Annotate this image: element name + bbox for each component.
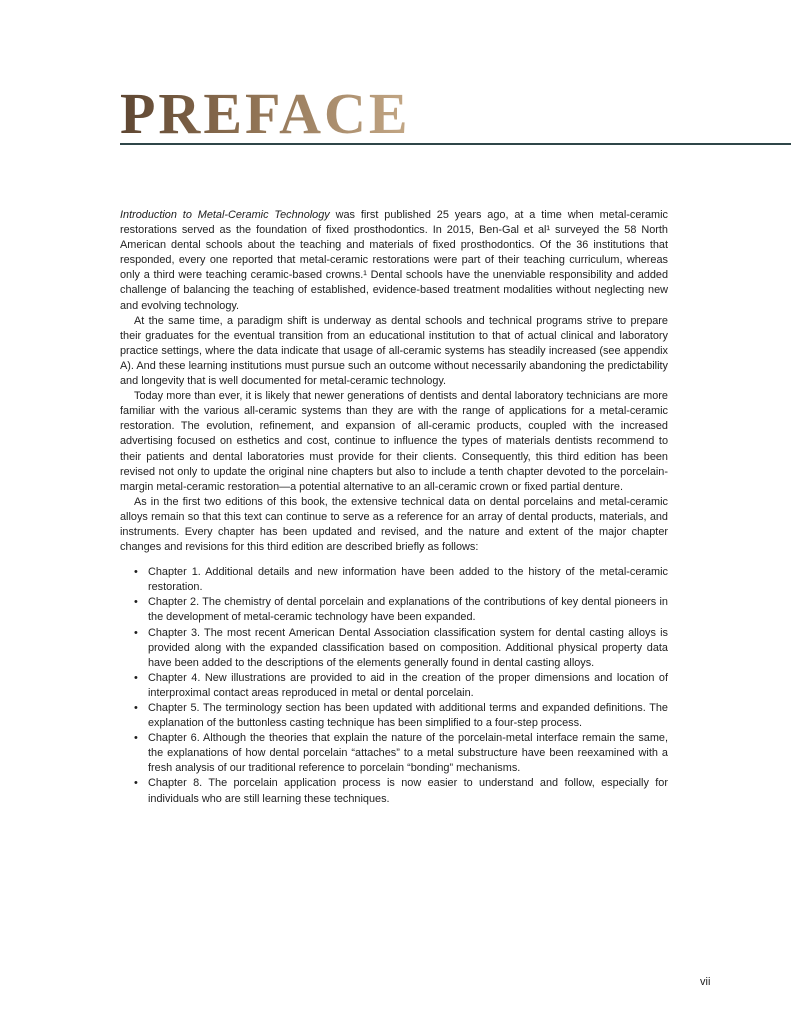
list-item bbox=[134, 701, 668, 731]
chapter-changes-list bbox=[120, 565, 668, 807]
heading-rule bbox=[120, 143, 791, 145]
list-item-text: Chapter 2. The chemistry of dental porcelain and explanations of the contributions of key dental pioneers in the development of metal-ceramic technology have been expanded. bbox=[148, 596, 668, 624]
bullet-icon: • bbox=[134, 596, 138, 609]
list-item bbox=[134, 776, 668, 806]
paragraph-3: Today more than ever, it is likely that newer generations of dentists and dental laboratory technicians are more familiar with the various all-ceramic systems than they are with the range of applications for a metal-ceramic restoration. The evolution, refinement, and expansion of all-ceramic products, coupled with the increased advertising focused on esthetics and cost, continue to influence the types of materials dentists recommend to their patients and dental laboratories must provide for their clients. Consequently, this third edition has been revised not only to update the original nine chapters but also to include a tenth chapter devoted to the porcelain-margin metal-ceramic restoration—a potential alternative to an all-ceramic crown or fixed partial denture. bbox=[120, 390, 668, 493]
bullet-icon: • bbox=[134, 566, 138, 579]
bullet-icon: • bbox=[134, 702, 138, 714]
page-number: vii bbox=[700, 976, 711, 988]
paragraph-2: At the same time, a paradigm shift is underway as dental schools and technical programs strive to prepare their graduates for the eventual transition from an educational institution to that of actual clinical and laboratory practice settings, where the data indicate that usage of all-ceramic systems has steadily increased (see appendix A). And these learning institutions must pursue such an outcome without necessarily abandoning the predictability and longevity that is well documented for metal-ceramic technology. bbox=[120, 314, 668, 388]
paragraph-1 bbox=[120, 208, 668, 314]
list-item bbox=[134, 595, 668, 625]
book-title: Introduction to Metal-Ceramic Technology bbox=[120, 209, 330, 221]
page-heading: PREFACE bbox=[120, 81, 411, 146]
bullet-icon: • bbox=[134, 732, 138, 745]
list-item-text: Chapter 3. The most recent American Dental Association classification system for dental casting alloys is provided along with the expanded classification based on composition. Additional physical property data have been added to the descriptions of the elements generally found in dental casting alloys. bbox=[148, 626, 668, 669]
preface-body bbox=[120, 208, 668, 807]
list-item bbox=[134, 626, 668, 671]
list-item-text: Chapter 4. New illustrations are provided to aid in the creation of the proper dimensions and location of interproximal contact areas reproduced in metal or dental porcelain. bbox=[148, 671, 668, 699]
paragraph-4: As in the first two editions of this book, the extensive technical data on dental porcelains and metal-ceramic alloys remain so that this text can continue to serve as a reference for an array of dental products, materials, and instruments. Every chapter has been updated and revised, and the nature and extent of the major chapter changes and revisions for this third edition are described briefly as follows: bbox=[120, 495, 668, 554]
list-item-text: Chapter 5. The terminology section has been updated with additional terms and expanded definitions. The explanation of the buttonless casting technique has been simplified to a four-step process. bbox=[148, 702, 668, 730]
list-item bbox=[134, 565, 668, 595]
bullet-icon: • bbox=[134, 777, 138, 790]
list-item-text: Chapter 6. Although the theories that explain the nature of the porcelain-metal interface remain the same, the explanations of how dental porcelain “attaches” to a metal substructure have been reexamined with a fresh analysis of our traditional reference to porcelain “bonding” mechanisms. bbox=[148, 732, 668, 775]
list-item-text: Chapter 1. Additional details and new information have been added to the history of the metal-ceramic restoration. bbox=[148, 566, 668, 594]
list-item bbox=[134, 671, 668, 701]
list-item-text: Chapter 8. The porcelain application process is now easier to understand and follow, especially for individuals who are still learning these techniques. bbox=[148, 777, 668, 805]
bullet-icon: • bbox=[134, 626, 138, 639]
paragraph-1-text: was first published 25 years ago, at a time when metal-ceramic restorations served as the foundation of fixed prosthodontics. In 2015, Ben-Gal et al¹ surveyed the 58 North American dental schools about the teaching and materials of fixed prosthodontics. Of the 36 institutions that responded, every one reported that metal-ceramic restorations were part of their teaching curriculum, whereas only a third were teaching ceramic-based crowns.¹ Dental schools have the unenviable responsibility and added challenge of balancing the teaching of established, evidence-based treatment modalities without neglecting new and evolving technology. bbox=[120, 209, 668, 312]
list-item bbox=[134, 731, 668, 776]
bullet-icon: • bbox=[134, 671, 138, 684]
